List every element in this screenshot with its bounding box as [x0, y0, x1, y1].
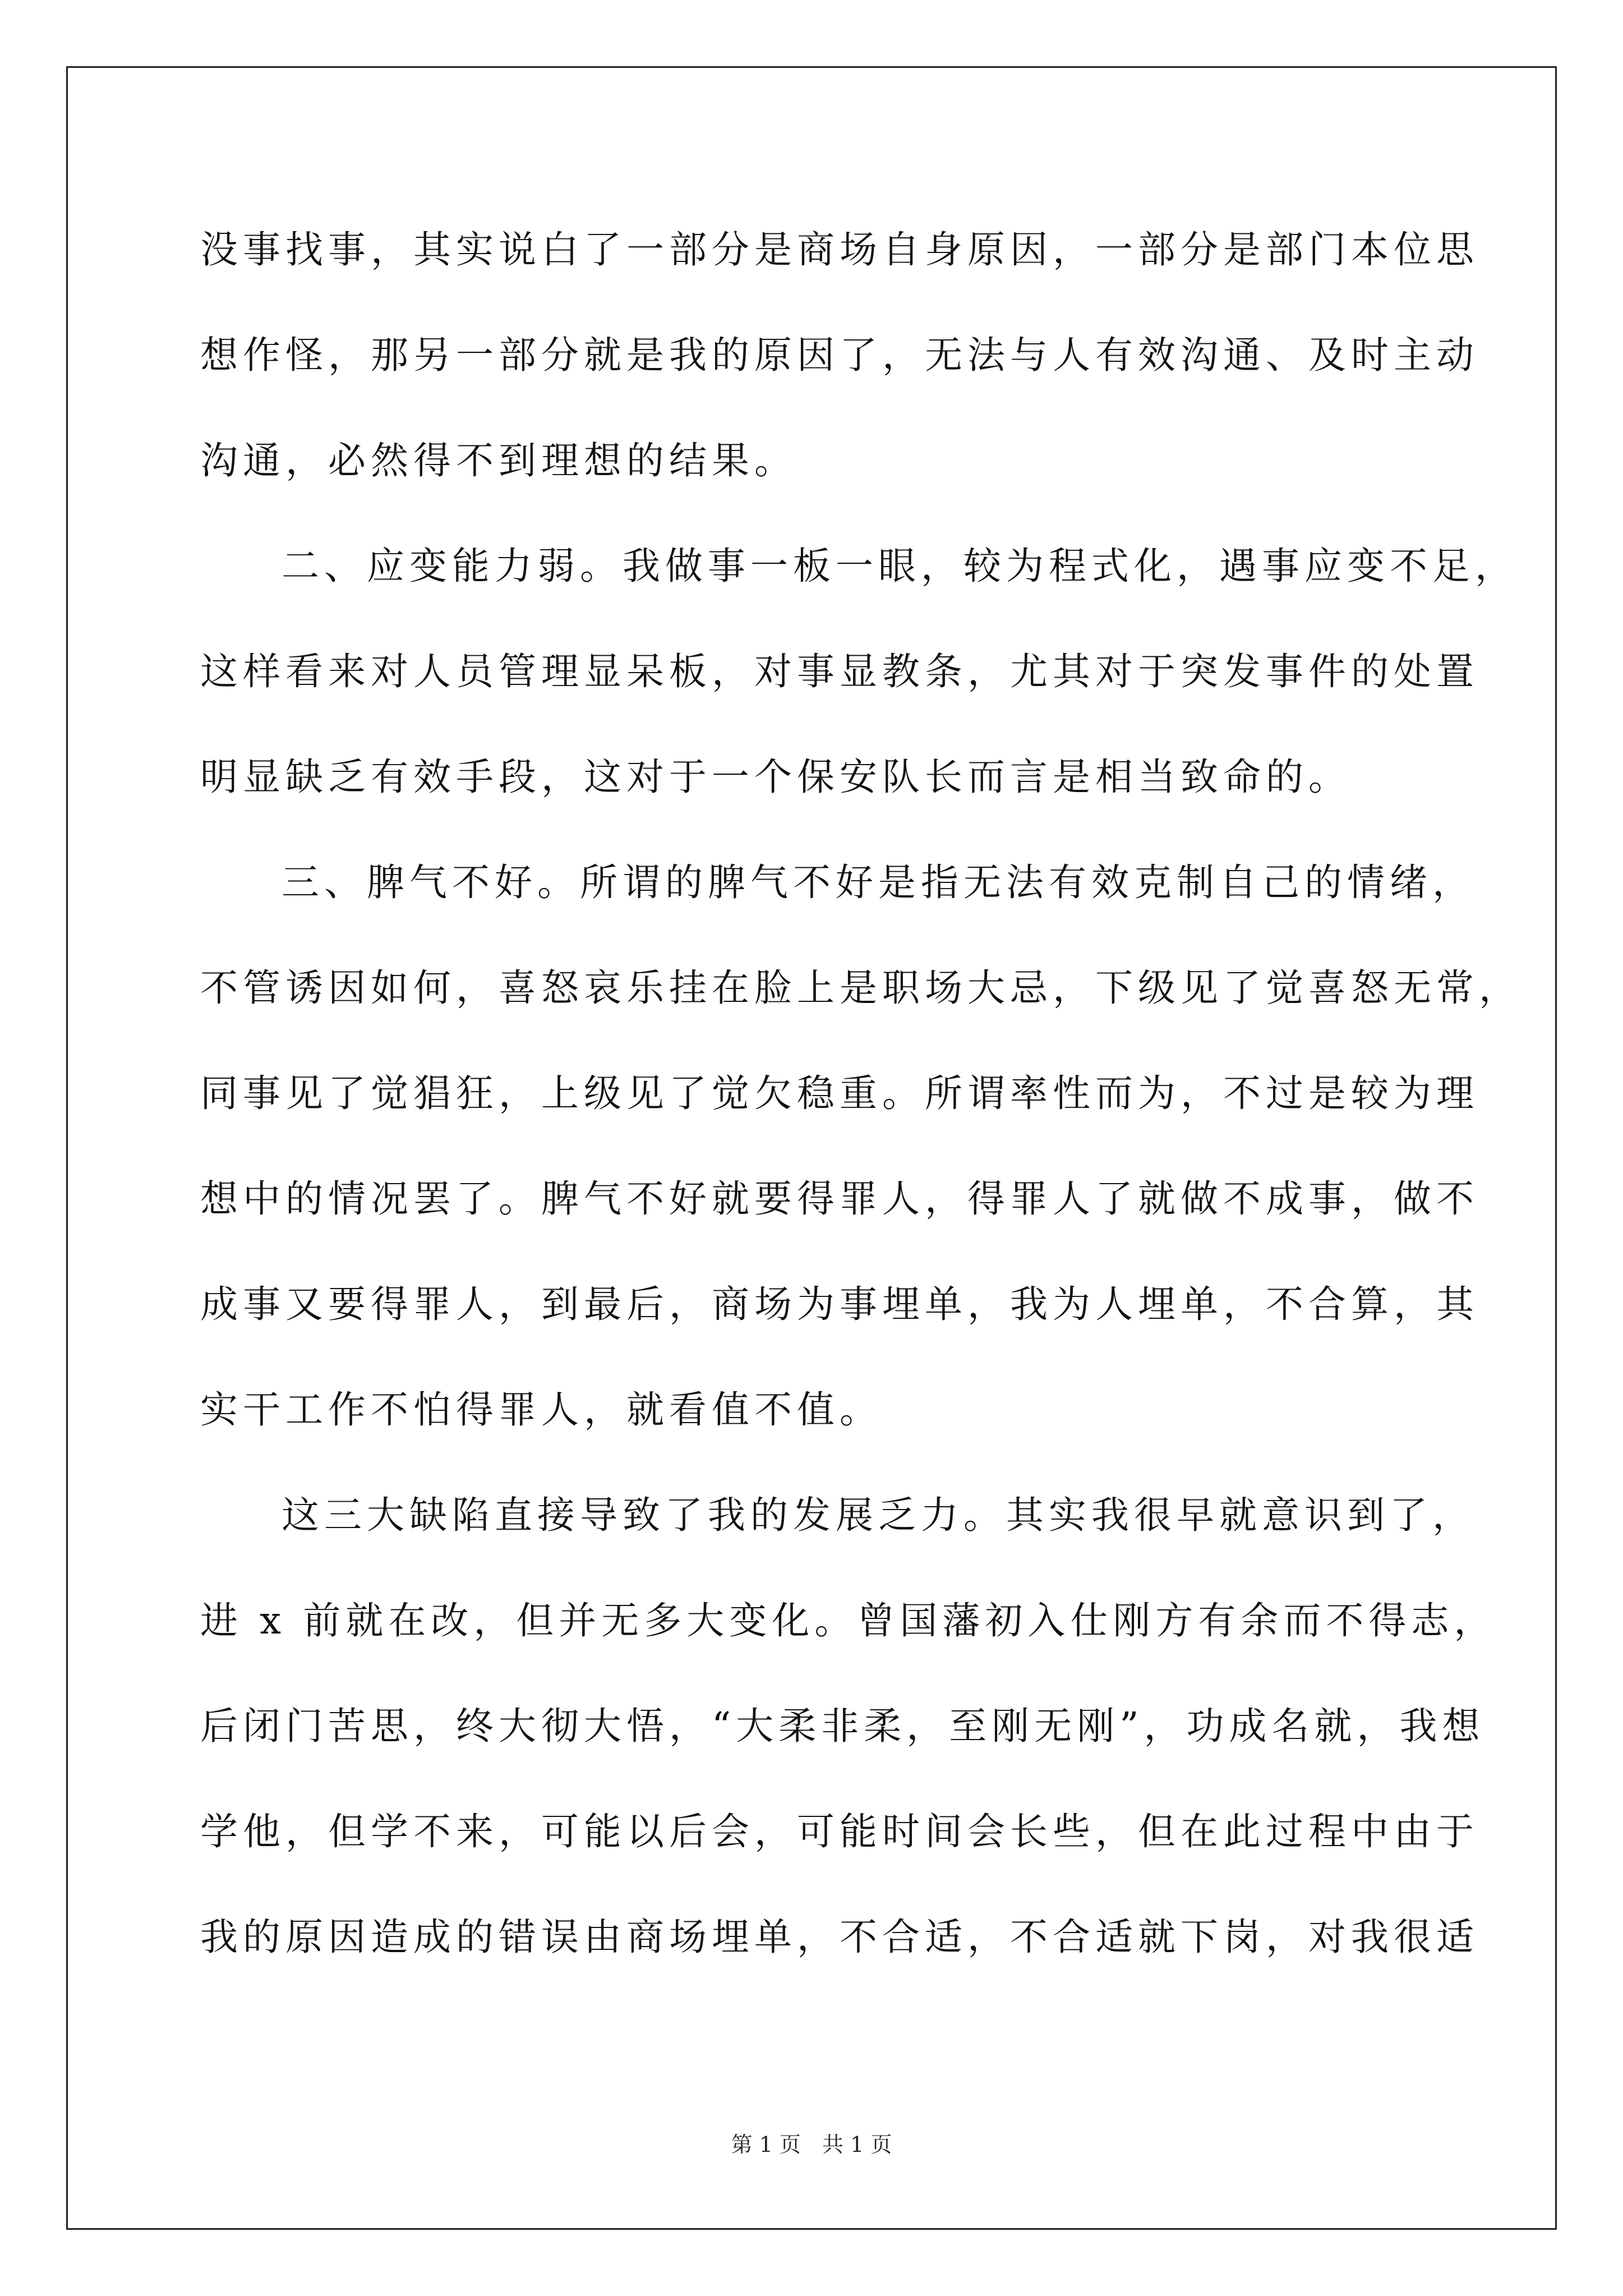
- text-line: 二、应变能力弱。我做事一板一眼，较为程式化，遇事应变不足，: [282, 544, 1518, 588]
- page-footer: 第 1 页 共 1 页: [731, 2132, 892, 2157]
- text-line: 同事见了觉猖狂，上级见了觉欠稳重。所谓率性而为，不过是较为理: [200, 1071, 1479, 1115]
- text-line: 成事又要得罪人，到最后，商场为事埋单，我为人埋单，不合算，其: [200, 1282, 1479, 1326]
- text-line: 明显缺乏有效手段，这对于一个保安队长而言是相当致命的。: [200, 755, 1351, 799]
- text-line: 进 x 前就在改，但并无多大变化。曾国藩初入仕刚方有余而不得志，: [200, 1599, 1497, 1642]
- text-line: 没事找事，其实说白了一部分是商场自身原因，一部分是部门本位思: [200, 228, 1479, 272]
- text-line: 我的原因造成的错误由商场埋单，不合适，不合适就下岗，对我很适: [200, 1915, 1479, 1959]
- text-line: 三、脾气不好。所谓的脾气不好是指无法有效克制自己的情绪，: [282, 861, 1475, 904]
- text-line: 后闭门苦思，终大彻大悟，“大柔非柔，至刚无刚”，功成名就，我想: [200, 1704, 1485, 1748]
- text-line: 学他，但学不来，可能以后会，可能时间会长些，但在此过程中由于: [200, 1810, 1479, 1853]
- text-line: 这三大缺陷直接导致了我的发展乏力。其实我很早就意识到了，: [282, 1493, 1475, 1537]
- text-line: 这样看来对人员管理显呆板，对事显教条，尤其对于突发事件的处置: [200, 650, 1479, 693]
- text-line: 想中的情况罢了。脾气不好就要得罪人，得罪人了就做不成事，做不: [200, 1177, 1479, 1221]
- text-line: 不管诱因如何，喜怒哀乐挂在脸上是职场大忌，下级见了觉喜怒无常，: [200, 966, 1521, 1010]
- text-line: 实干工作不怕得罪人，就看值不值。: [200, 1388, 882, 1432]
- text-line: 沟通，必然得不到理想的结果。: [200, 439, 797, 482]
- text-line: 想作怪，那另一部分就是我的原因了，无法与人有效沟通、及时主动: [200, 333, 1479, 377]
- page-border: [66, 66, 1557, 2230]
